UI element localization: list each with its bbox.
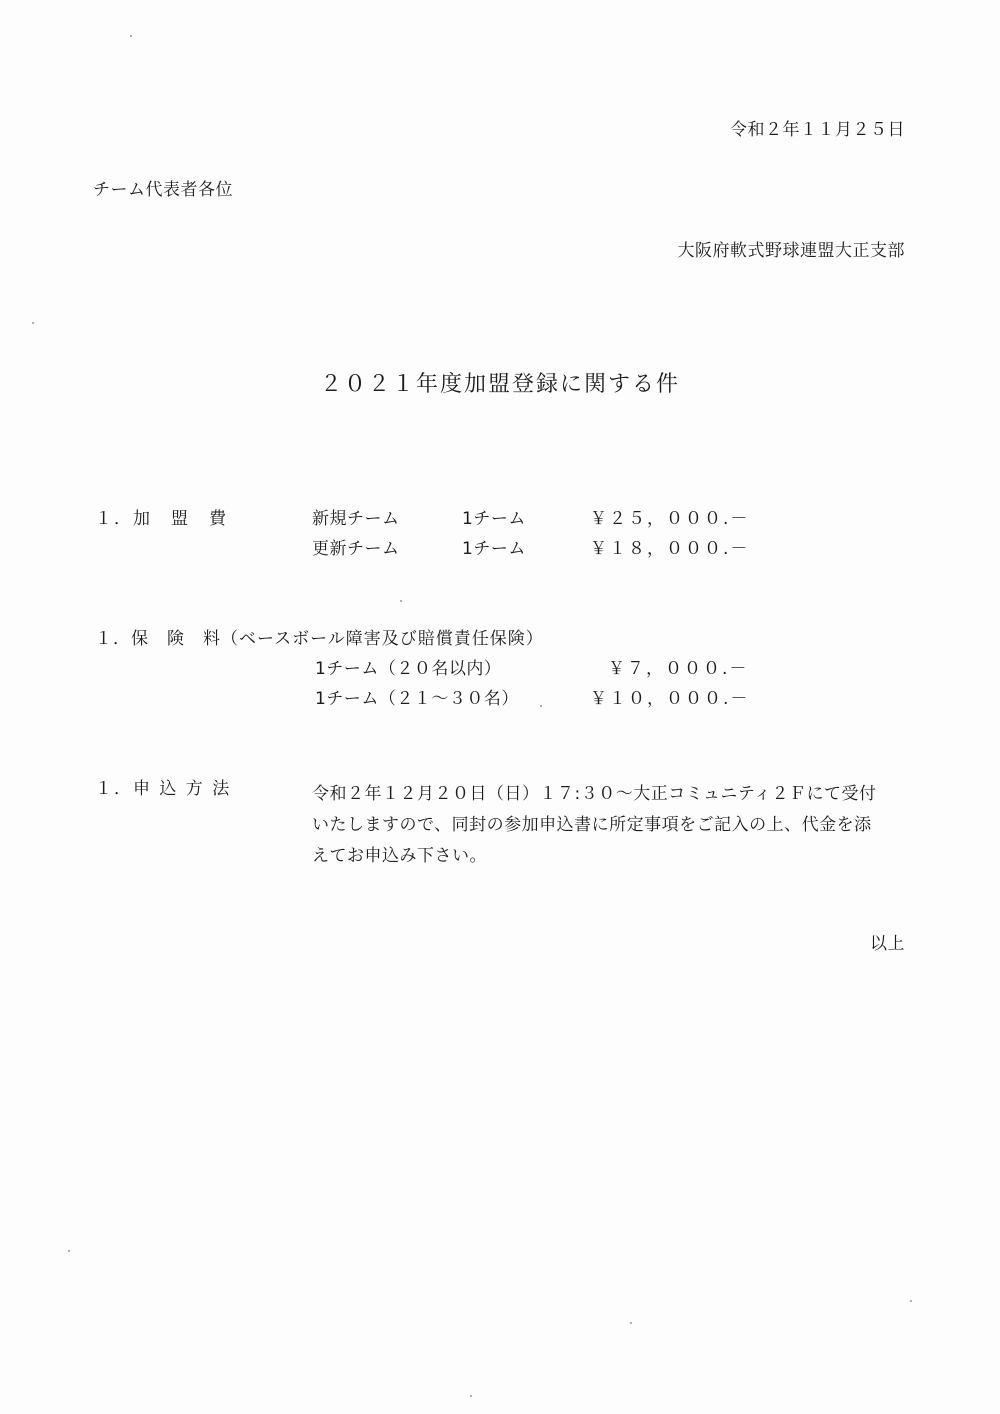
- scan-speck: [68, 1250, 70, 1252]
- application-line: 令和２年１２月２０日（日）１７:３０～大正コミュニティ２Ｆにて受付: [312, 784, 877, 804]
- insurance-row-amount: ￥７，０００.－: [608, 659, 749, 679]
- fee-row-unit: 1チーム: [462, 509, 526, 529]
- closing-remark: 以上: [870, 934, 905, 954]
- recipient-line: チーム代表者各位: [93, 180, 233, 200]
- insurance-heading: １．保 険 料（ベースボール障害及び賠償責任保険）: [95, 629, 544, 649]
- insurance-row-label: 1チーム（２０名以内）: [315, 659, 502, 679]
- sender-organization: 大阪府軟式野球連盟大正支部: [677, 241, 905, 261]
- application-line: いたしますので、同封の参加申込書に所定事項をご記入の上、代金を添: [312, 815, 872, 835]
- application-method-text: [312, 779, 910, 872]
- fee-row-unit: 1チーム: [462, 539, 526, 559]
- scan-speck: [540, 705, 542, 707]
- document-title: ２０２１年度加盟登録に関する件: [319, 372, 680, 397]
- scan-speck: [130, 35, 132, 37]
- scan-speck: [400, 600, 402, 602]
- insurance-row-amount: ￥１０，０００.－: [590, 689, 750, 709]
- scan-speck: [470, 1395, 472, 1397]
- application-line: えてお申込み下さい。: [312, 846, 487, 866]
- fee-row-amount: ￥１８，０００.－: [590, 539, 750, 559]
- document-date: 令和２年１１月２５日: [730, 120, 905, 140]
- membership-fee-heading: １．加 盟 費: [95, 509, 228, 529]
- scan-speck: [910, 1300, 912, 1302]
- fee-row-type: 新規チーム: [312, 509, 400, 529]
- scan-speck: [32, 322, 34, 324]
- insurance-row-label: 1チーム（２１～３０名）: [315, 689, 519, 709]
- fee-row-type: 更新チーム: [312, 539, 400, 559]
- scan-speck: [630, 1322, 632, 1324]
- application-method-heading: １．申 込 方 法: [95, 779, 232, 799]
- fee-row-amount: ￥２５，０００.－: [590, 509, 750, 529]
